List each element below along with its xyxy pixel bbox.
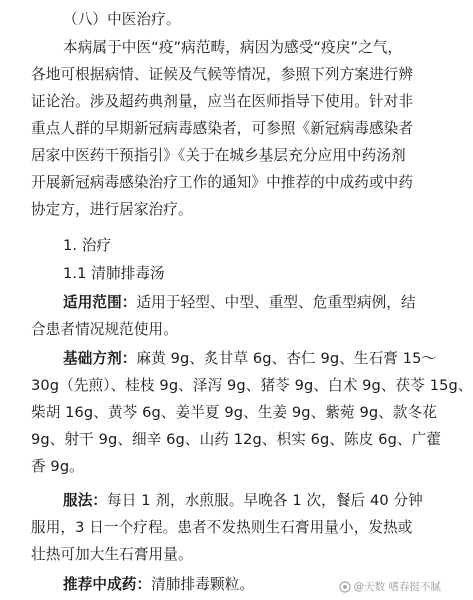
usage-line-2: 服用，3 日一个疗程。患者不发热则生石膏用量小，发热或 — [31, 519, 413, 536]
intro-line-4: 重点人群的早期新冠病毒感染者，可参照《新冠病毒感染者 — [31, 120, 414, 137]
usage-line-1 — [63, 491, 428, 511]
heading-treatment: 1. 治疗 — [63, 237, 112, 254]
intro-line-2: 各地可根据病情、证候及气候等情况，参照下列方案进行辨 — [31, 66, 414, 83]
watermark-text: @天数 嗜春挺不腻 — [353, 581, 441, 593]
scope-line-1 — [63, 293, 428, 313]
intro-line-6: 开展新冠病毒感染治疗工作的通知》中推荐的中成药或中药 — [31, 174, 414, 191]
intro-line-1: 本病属于中医“疫”病范畴，病因为感受“疫戾”之气， — [63, 39, 403, 56]
intro-line-3: 证论治。涉及超药典剂量，应当在医师指导下使用。针对非 — [31, 93, 414, 110]
recommended-text: 清肺排毒颗粒。 — [151, 576, 255, 593]
watermark-logo-icon — [339, 581, 351, 593]
formula-line-3: 柴胡 16g、黄芩 6g、姜半夏 9g、生姜 9g、紫菀 9g、款冬花 — [31, 404, 438, 421]
formula-line-5: 香 9g。 — [31, 458, 84, 475]
intro-line-5: 居家中医药干预指引》《关于在城乡基层充分应用中药汤剂 — [31, 147, 406, 164]
usage-label: 服法： — [63, 492, 108, 509]
intro-line-7: 协定方，进行居家治疗。 — [31, 201, 193, 218]
scope-line-2: 合患者情况规范使用。 — [31, 321, 178, 338]
watermark — [339, 579, 441, 594]
heading-qingfei-paidu-tang: 1.1 清肺排毒汤 — [63, 265, 165, 282]
scope-text-1: 适用于轻型、中型、重型、危重型病例，结 — [136, 294, 416, 311]
usage-text-1: 每日 1 剂，水煎服。早晚各 1 次，餐后 40 分钟 — [107, 492, 423, 509]
formula-line-4: 9g、射干 9g、细辛 6g、山药 12g、枳实 6g、陈皮 6g、广藿 — [31, 431, 442, 448]
recommended-label: 推荐中成药： — [63, 576, 152, 593]
scope-label: 适用范围： — [63, 294, 137, 311]
section-title: （八）中医治疗。 — [63, 11, 181, 28]
formula-line-1 — [63, 349, 437, 369]
formula-line-2: 30g（先煎）、桂枝 9g、泽泻 9g、猪苓 9g、白术 9g、茯苓 15g、 — [31, 377, 473, 394]
usage-line-3: 壮热可加大生石膏用量。 — [31, 546, 193, 563]
formula-text-1: 麻黄 9g、炙甘草 6g、杏仁 9g、生石膏 15～ — [136, 350, 437, 367]
formula-label: 基础方剂： — [63, 350, 137, 367]
